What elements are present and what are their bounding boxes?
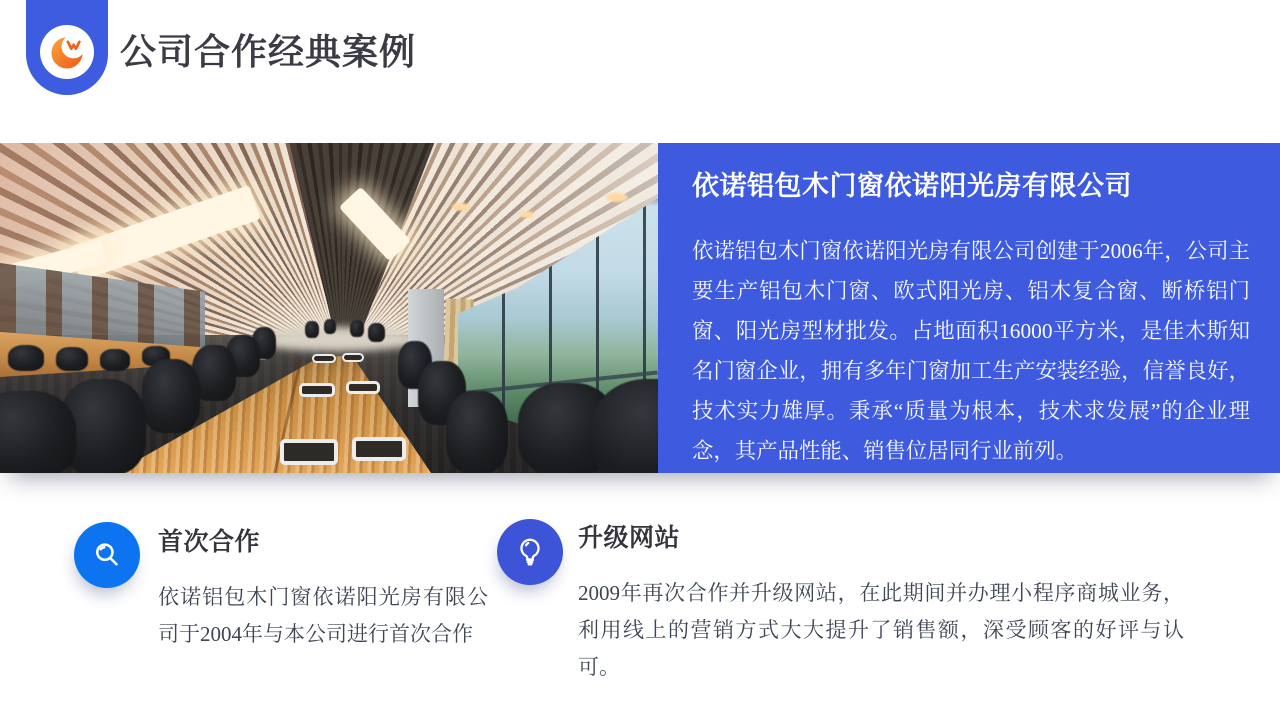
photo-cable-grommet bbox=[342, 353, 364, 362]
feature-title: 升级网站 bbox=[578, 525, 681, 552]
feature-title: 首次合作 bbox=[158, 529, 261, 556]
photo-chair bbox=[142, 359, 200, 433]
photo-chair bbox=[56, 347, 88, 371]
photo-cable-grommet bbox=[312, 354, 336, 363]
search-icon bbox=[74, 522, 140, 588]
office-interior-photo bbox=[0, 143, 658, 473]
panel-heading: 依诺铝包木门窗依诺阳光房有限公司 bbox=[692, 171, 1132, 201]
photo-downlight bbox=[520, 211, 534, 218]
photo-chair bbox=[350, 320, 364, 337]
logo-badge bbox=[26, 0, 108, 95]
feature-body: 依诺铝包木门窗依诺阳光房有限公司于2004年与本公司进行首次合作 bbox=[158, 585, 488, 646]
photo-cable-grommet bbox=[346, 381, 380, 394]
panel-body: 依诺铝包木门窗依诺阳光房有限公司创建于2006年，公司主要生产铝包木门窗、欧式阳光房、铝木复合窗、断桥铝门窗、阳光房型材批发。占地面积16000平方米，是佳木斯知名门窗企业，拥有多年门窗加工生产安装经验，信誉良好，技术实力雄厚。秉承“质量为根本，技术求发展”的企业理念，其产品性能、销售位居同行业前列。 bbox=[692, 239, 1250, 463]
company-info-panel bbox=[658, 143, 1280, 473]
feature-website-upgrade bbox=[578, 524, 1184, 686]
lightbulb-icon bbox=[497, 519, 563, 585]
photo-chair bbox=[8, 345, 44, 371]
photo-chair bbox=[305, 321, 319, 338]
photo-chair bbox=[100, 349, 130, 371]
photo-chair bbox=[368, 323, 385, 342]
photo-cable-grommet bbox=[352, 437, 406, 461]
page-title: 公司合作经典案例 bbox=[120, 32, 417, 72]
photo-cable-grommet bbox=[280, 439, 338, 465]
feature-body: 2009年再次合作并升级网站，在此期间并办理小程序商城业务，利用线上的营销方式大大提升了销售额，深受顾客的好评与认可。 bbox=[578, 581, 1184, 679]
photo-chair bbox=[324, 319, 336, 334]
photo-downlight bbox=[606, 193, 628, 202]
crescent-logo-icon bbox=[40, 25, 94, 79]
photo-chair bbox=[446, 391, 508, 473]
feature-first-cooperation bbox=[158, 528, 488, 653]
photo-chair bbox=[0, 391, 76, 473]
photo-downlight bbox=[452, 203, 470, 211]
photo-cable-grommet bbox=[299, 383, 335, 397]
hero-strip bbox=[0, 143, 1280, 473]
